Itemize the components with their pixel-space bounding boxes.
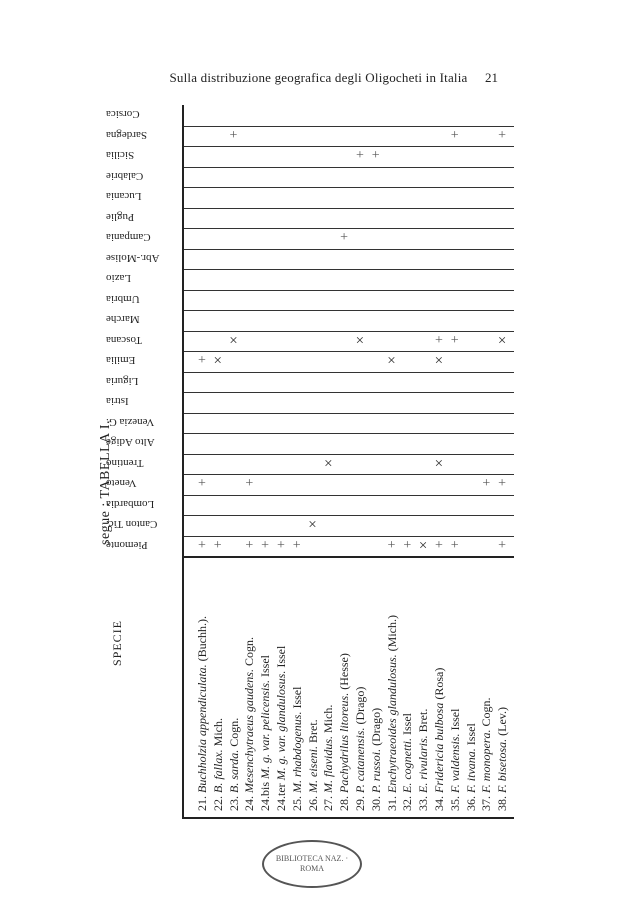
species-name: F. valdensis. <box>447 733 462 793</box>
species-label <box>400 713 415 811</box>
species-number: 24.ter <box>273 780 288 811</box>
species-label <box>432 668 447 811</box>
species-author: (Hesse) <box>337 653 352 693</box>
region-row-rule <box>184 351 514 352</box>
region-label: Toscana <box>106 333 142 346</box>
species-label <box>211 718 226 811</box>
specie-column-header: SPECIE <box>110 619 124 666</box>
distribution-table <box>106 105 514 819</box>
species-number: 36. <box>463 793 478 811</box>
header-separator <box>184 556 514 558</box>
species-author: Issel <box>463 723 478 749</box>
cross-mark: × <box>229 332 238 349</box>
cross-mark: × <box>213 353 222 370</box>
region-label: Sardegna <box>106 128 147 141</box>
plus-mark: + <box>498 127 507 143</box>
region-label: Corsica <box>106 108 140 120</box>
region-row-rule <box>184 310 514 311</box>
library-stamp <box>262 840 362 888</box>
species-number: 28. <box>337 793 352 811</box>
plus-mark: + <box>387 537 396 553</box>
species-name: E. cognetti. <box>400 738 415 793</box>
species-number: 32. <box>400 793 415 811</box>
species-number: 24. <box>242 793 257 811</box>
species-name: Pachydrilus litoreus. <box>337 692 352 793</box>
species-label <box>258 655 273 811</box>
table-caption: segue : TABELLA I. <box>98 419 113 545</box>
cross-mark: × <box>497 332 507 349</box>
species-author: (Mich.) <box>384 615 399 655</box>
region-label: Canton Tic. <box>106 518 158 530</box>
region-row-rule <box>184 290 514 291</box>
plus-mark: + <box>450 537 459 553</box>
species-label <box>274 646 289 811</box>
species-author: (Rosa) <box>431 667 446 703</box>
region-label: Emilia <box>106 354 136 366</box>
region-row-rule <box>184 126 514 127</box>
cross-mark: × <box>434 455 444 472</box>
plus-mark: + <box>498 476 507 492</box>
species-number: 38. <box>495 793 510 811</box>
plus-mark: + <box>434 537 443 553</box>
region-row-rule <box>184 372 514 373</box>
plus-mark: + <box>403 537 412 553</box>
species-number: 26. <box>305 793 320 811</box>
region-label: Lucania <box>106 190 142 202</box>
species-name: Enchytraeoides glandulosus. <box>384 654 399 793</box>
species-name: E. rivularis. <box>416 735 431 793</box>
plus-mark: + <box>340 230 349 246</box>
cross-mark: × <box>308 517 317 534</box>
plus-mark: + <box>482 476 491 492</box>
region-label: Trentino <box>106 456 144 469</box>
region-label: Liguria <box>106 374 139 387</box>
species-label <box>306 719 321 811</box>
region-label: Sicilia <box>106 149 135 161</box>
species-name: B. fallax. <box>210 749 225 793</box>
region-row-rule <box>184 495 514 496</box>
cross-mark: × <box>434 353 444 370</box>
species-name: F. itvana. <box>463 748 478 793</box>
species-name: Buchholzia appendiculata. <box>194 664 209 793</box>
region-row-rule <box>184 413 514 414</box>
species-name: P. russoi. <box>368 748 383 793</box>
species-number: 37. <box>479 793 494 811</box>
species-author: Bret. <box>416 708 431 736</box>
species-number: 21. <box>194 793 209 811</box>
region-row-rule <box>184 249 514 250</box>
species-number: 23. <box>226 793 241 811</box>
plus-mark: + <box>197 353 206 369</box>
species-author: (Drago) <box>352 686 367 728</box>
species-number: 22. <box>210 793 225 811</box>
plus-mark: + <box>245 537 254 553</box>
species-label <box>290 687 305 811</box>
region-label: Umbria <box>106 292 140 305</box>
species-name: M. g. var. pelicensis. <box>258 680 273 779</box>
region-label: Lazio <box>106 272 132 284</box>
species-author: Bret. <box>305 719 320 746</box>
species-number: 27. <box>321 793 336 811</box>
plus-mark: + <box>498 537 507 553</box>
region-label: Veneto <box>106 477 137 489</box>
region-row-rule <box>184 474 514 475</box>
species-number: 33. <box>416 793 431 811</box>
species-label <box>353 687 368 811</box>
species-author: Cogn. <box>226 717 241 750</box>
species-label <box>416 709 431 811</box>
region-row-rule <box>184 167 514 168</box>
species-label <box>242 637 257 811</box>
plus-mark: + <box>355 148 364 164</box>
plus-mark: + <box>434 332 443 348</box>
region-label: Campania <box>106 231 151 243</box>
species-name: F. bisetosa. <box>495 738 510 793</box>
plus-mark: + <box>213 537 222 553</box>
species-name: P. catanensis. <box>352 727 367 793</box>
cross-mark: × <box>355 332 365 349</box>
page-number: 21 <box>485 70 498 85</box>
species-label <box>479 698 494 811</box>
species-name: M. rhabdogenus. <box>289 711 304 793</box>
region-label: Venezia G. <box>106 415 155 428</box>
species-number: 24.bis <box>258 778 273 811</box>
region-label: Piemonte <box>106 538 148 551</box>
species-number: 29. <box>352 793 367 811</box>
species-author: Issel <box>289 686 304 712</box>
species-name: M. flavidus. <box>321 736 336 793</box>
species-label <box>495 707 510 811</box>
region-row-rule <box>184 392 514 393</box>
species-author: Issel <box>258 655 273 680</box>
plus-mark: + <box>197 476 206 492</box>
cross-mark: × <box>418 537 428 554</box>
species-author: Mich. <box>210 717 225 750</box>
plus-mark: + <box>229 127 238 143</box>
species-label <box>369 708 384 811</box>
species-label <box>337 653 352 811</box>
region-label: Lombardia <box>106 497 155 510</box>
species-author: Mich. <box>321 704 336 736</box>
stamp-text: BIBLIOTECA NAZ. · ROMA <box>275 854 349 873</box>
species-label <box>385 615 400 811</box>
page-header-title: Sulla distribuzione geografica degli Oligocheti in Italia <box>169 70 468 85</box>
species-label <box>448 709 463 811</box>
species-name: Fridericia bulbosa <box>431 702 446 793</box>
cross-mark: × <box>324 455 333 472</box>
species-author: Issel <box>273 645 288 671</box>
species-label <box>227 718 242 811</box>
plus-mark: + <box>245 476 254 492</box>
species-name: Mesenchytraeus gaudens. <box>242 669 257 793</box>
species-label <box>464 723 479 811</box>
plus-mark: + <box>450 127 459 143</box>
plus-mark: + <box>261 537 270 553</box>
species-author: Issel <box>400 713 415 739</box>
region-row-rule <box>184 208 514 209</box>
plus-mark: + <box>371 148 380 164</box>
region-row-rule <box>184 187 514 188</box>
species-author: (Drago) <box>368 707 383 749</box>
region-label: Calabrie <box>106 169 144 182</box>
species-author: (Lev.) <box>495 707 510 739</box>
region-label: Puglie <box>106 210 135 223</box>
region-row-rule <box>184 228 514 229</box>
region-label: Marche <box>106 313 140 325</box>
species-number: 34. <box>431 793 446 811</box>
region-label: Istria <box>106 395 129 407</box>
species-name: B. sarda. <box>226 749 241 793</box>
species-author: (Buchh.). <box>194 616 209 665</box>
region-row-rule <box>184 146 514 147</box>
plus-mark: + <box>450 332 459 348</box>
cross-mark: × <box>387 353 396 370</box>
region-row-rule <box>184 536 514 537</box>
species-number: 30. <box>368 793 383 811</box>
species-label <box>321 705 336 811</box>
species-name: M. g. var. glandulosus. <box>273 670 288 781</box>
region-row-rule <box>184 269 514 270</box>
species-name: M. eiseni. <box>305 746 320 793</box>
plus-mark: + <box>292 537 301 553</box>
species-number: 31. <box>384 793 399 811</box>
species-author: Cogn. <box>242 637 257 670</box>
region-row-rule <box>184 331 514 332</box>
species-number: 25. <box>289 793 304 811</box>
species-number: 35. <box>447 793 462 811</box>
species-label <box>195 616 210 811</box>
region-label: Alto Adige <box>106 436 155 448</box>
region-row-rule <box>184 515 514 516</box>
plus-mark: + <box>197 537 206 553</box>
region-row-rule <box>184 433 514 434</box>
species-author: Cogn. <box>479 697 494 730</box>
species-name: F. monopera. <box>479 729 494 793</box>
region-label: Abr.-Molise <box>106 251 160 264</box>
region-row-rule <box>184 454 514 455</box>
plus-mark: + <box>276 537 285 553</box>
species-author: Issel <box>447 708 462 734</box>
